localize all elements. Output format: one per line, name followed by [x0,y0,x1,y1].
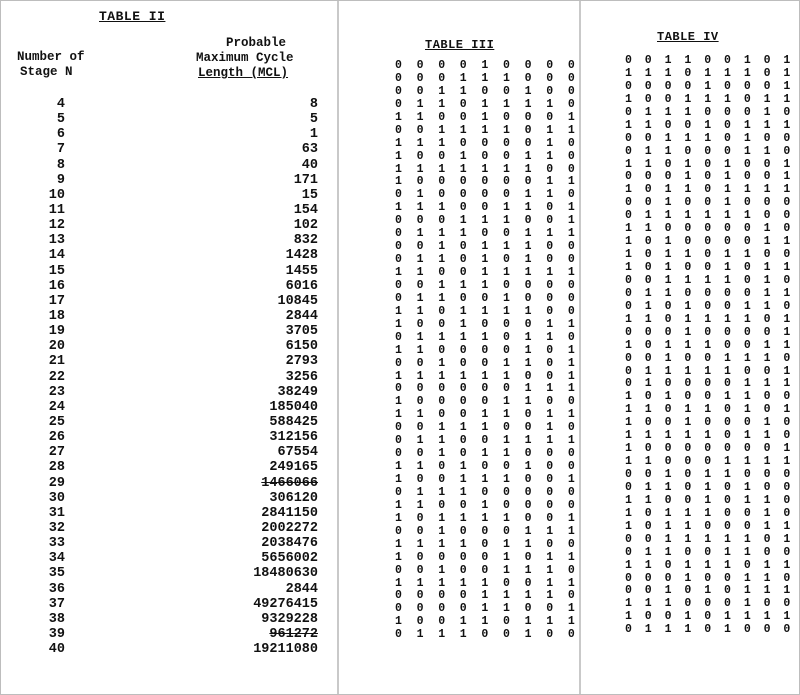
bit-row: 0 1 1 1 1 0 1 1 0 [395,330,579,344]
mcl-value: 40 [301,157,318,173]
table-iv-title: TABLE IV [657,30,719,44]
stage-number: 38 [48,611,65,627]
bit-row: 0 1 1 0 0 1 1 1 1 [395,434,579,448]
mcl-value: 249165 [269,460,318,476]
mcl-value: 1 [309,127,318,143]
table-row [1,309,335,324]
stage-number: 37 [48,596,65,612]
stage-number: 29 [48,475,65,491]
bit-row: 0 1 1 1 0 0 0 1 0 [625,105,794,119]
table-row [1,627,335,642]
table-row [1,218,335,233]
mcl-value: 832 [293,233,318,249]
mcl-value: 2844 [285,581,318,597]
mcl-value: 306120 [269,490,318,506]
column-header-stage-line1: Number of [17,50,85,64]
mcl-value: 15 [301,187,318,203]
bit-row: 0 0 1 0 1 1 0 0 0 [625,468,794,481]
bit-row: 0 0 0 0 1 0 0 0 0 [395,59,579,72]
stage-number: 39 [48,626,65,642]
table-ii-rows [1,97,335,657]
mcl-value: 3705 [285,324,318,340]
stage-number: 10 [48,187,65,203]
bit-row: 1 0 1 1 0 1 1 0 0 [625,248,794,262]
bit-row: 0 0 1 1 0 0 1 0 0 [395,84,579,98]
bit-row: 0 0 0 0 1 1 0 0 1 [395,602,579,616]
bit-row: 1 0 0 0 0 1 0 1 1 [395,550,579,564]
stage-number: 17 [48,293,65,309]
stage-number: 32 [48,520,65,536]
bit-row: 1 1 1 1 1 0 0 1 1 [395,576,579,590]
table-row [1,612,335,627]
table-ii-title: TABLE II [99,9,166,24]
table-row [1,112,335,127]
stage-number: 14 [48,248,65,264]
mcl-value: 2841150 [261,505,318,521]
table-row [1,476,335,491]
stage-number: 8 [56,157,65,173]
mcl-value: 2844 [285,308,318,324]
bit-row: 1 1 0 1 1 1 1 0 0 [395,304,579,318]
bit-row: 1 1 0 1 0 1 0 0 1 [625,157,794,171]
mcl-value: 3256 [285,369,318,385]
bit-row: 0 0 1 0 1 0 1 1 1 [625,584,794,598]
bit-row: 0 1 1 1 1 1 0 0 1 [625,364,794,378]
mcl-value: 2038476 [261,536,318,552]
bit-row: 0 1 1 1 0 0 0 0 0 [395,485,579,499]
mcl-value: 67554 [277,445,318,461]
column-header-mcl-line2: Maximum Cycle [196,51,294,65]
mcl-value: 1428 [285,248,318,264]
mcl-value: 154 [293,202,318,218]
bit-row: 0 0 1 1 1 0 0 1 0 [395,421,579,435]
bit-row: 1 0 0 1 1 1 0 1 1 [625,92,794,106]
mcl-value: 6016 [285,278,318,294]
table-row [1,279,335,294]
stage-number: 31 [48,505,65,521]
bit-row: 1 1 1 0 0 0 0 1 0 [395,136,579,150]
mcl-value: 6150 [285,339,318,355]
bit-row: 0 0 0 1 0 0 1 1 0 [625,571,794,585]
bit-row: 0 1 1 1 0 1 0 0 0 [625,623,794,637]
table-row [1,597,335,612]
stage-number: 21 [48,354,65,370]
bit-row: 0 0 1 0 0 1 0 0 0 [625,196,794,210]
bit-row: 0 1 0 0 0 0 1 1 0 [395,188,579,202]
bit-row: 1 1 1 1 0 1 1 0 0 [395,537,579,551]
table-row [1,536,335,551]
bit-row: 0 1 1 1 1 1 1 0 0 [625,209,794,223]
mcl-value: 10845 [277,293,318,309]
table-row [1,248,335,263]
bit-row: 0 0 0 1 1 1 0 0 1 [395,214,579,228]
bit-row: 0 1 0 1 0 0 1 1 0 [625,299,794,313]
bit-row: 0 1 1 0 1 0 1 0 0 [625,480,794,494]
bit-row: 1 0 1 0 0 0 0 1 1 [625,235,794,249]
table-iii-panel [337,1,579,694]
table-iii-title: TABLE III [425,38,495,52]
bit-row: 1 0 0 0 0 0 0 1 1 [395,175,579,189]
mcl-value: 961272 [269,626,318,642]
mcl-value: 171 [293,172,318,188]
mcl-value: 2793 [285,354,318,370]
table-iii-bit-grid [395,60,579,642]
bit-row: 1 1 1 1 1 1 0 0 1 [395,369,579,383]
mcl-value: 102 [293,218,318,234]
stage-number: 30 [48,490,65,506]
bit-row: 0 0 1 0 0 1 1 0 1 [395,356,579,370]
bit-row: 0 1 1 0 1 0 1 0 0 [395,253,579,267]
bit-row: 1 0 0 1 0 0 0 1 1 [395,317,579,331]
table-row [1,491,335,506]
table-row [1,430,335,445]
bit-row: 1 0 1 0 0 1 0 1 1 [625,261,794,274]
bit-row: 0 0 0 0 1 1 1 1 0 [395,589,579,603]
bit-row: 0 1 0 0 0 0 1 1 1 [625,377,794,391]
bit-row: 0 1 1 0 0 1 1 0 0 [625,545,794,559]
table-row [1,400,335,415]
bit-row: 1 0 1 1 1 0 0 1 0 [625,506,794,520]
bit-row: 0 0 0 0 0 0 1 1 1 [395,382,579,396]
bit-row: 0 0 1 1 0 0 1 0 1 [625,54,794,67]
table-row [1,521,335,536]
table-row [1,127,335,142]
mcl-value: 8 [309,97,318,112]
table-row [1,415,335,430]
stage-number: 13 [48,233,65,249]
mcl-value: 5 [309,112,318,128]
stage-number: 5 [56,112,65,128]
mcl-value: 312156 [269,430,318,446]
table-row [1,445,335,460]
bit-row: 1 0 0 1 0 1 1 1 1 [625,610,794,624]
bit-row: 0 1 1 0 0 1 0 0 0 [395,291,579,305]
bit-row: 0 0 1 0 1 1 0 0 0 [395,447,579,461]
mcl-value: 1455 [285,263,318,279]
bit-row: 1 1 0 1 1 1 1 0 1 [625,312,794,326]
mcl-value: 18480630 [253,566,318,582]
table-row [1,642,335,657]
bit-row: 1 0 0 1 0 0 0 1 0 [625,416,794,430]
stage-number: 28 [48,460,65,476]
stage-number: 27 [48,445,65,461]
table-row [1,233,335,248]
bit-row: 1 1 0 1 1 1 0 1 1 [625,558,794,572]
stage-number: 11 [48,202,65,218]
mcl-value: 588425 [269,414,318,430]
table-row [1,582,335,597]
bit-row: 1 1 0 1 1 0 1 0 1 [625,403,794,417]
bit-row: 1 0 1 0 0 1 1 0 0 [625,390,794,404]
bit-row: 1 1 0 0 1 0 0 0 0 [395,498,579,512]
bit-row: 0 0 1 0 0 1 1 1 0 [625,351,794,365]
table-row [1,324,335,339]
stage-number: 9 [56,172,65,188]
bit-row: 0 0 1 1 1 0 1 0 0 [625,131,794,145]
table-row [1,264,335,279]
bit-row: 1 1 0 0 1 1 0 1 1 [395,408,579,422]
table-row [1,385,335,400]
stage-number: 16 [48,278,65,294]
stage-number: 4 [56,97,65,112]
bit-row: 0 0 1 0 1 1 1 0 0 [395,240,579,254]
stage-number: 23 [48,384,65,400]
stage-number: 35 [48,566,65,582]
bit-row: 1 1 1 0 1 1 1 0 1 [625,66,794,80]
bit-row: 0 0 1 1 1 1 1 0 1 [625,532,794,546]
bit-row: 1 0 1 1 0 1 1 1 1 [625,183,794,197]
table-row [1,97,335,112]
table-row [1,142,335,157]
stage-number: 15 [48,263,65,279]
table-row [1,158,335,173]
bit-row: 0 0 1 1 1 1 0 1 0 [625,273,794,287]
table-row [1,506,335,521]
stage-number: 7 [56,142,65,158]
bit-row: 1 0 1 1 0 0 0 1 1 [625,519,794,533]
bit-row: 1 1 0 0 0 1 1 1 1 [625,455,794,469]
bit-row: 1 1 0 0 1 0 1 1 1 [625,118,794,132]
mcl-value: 2002272 [261,520,318,536]
stage-number: 20 [48,339,65,355]
bit-row: 0 1 1 1 0 0 1 1 1 [395,227,579,241]
stage-number: 40 [48,642,65,658]
stage-number: 34 [48,551,65,567]
bit-row: 1 1 0 1 0 0 1 0 0 [395,460,579,474]
bit-row: 1 1 0 0 1 0 1 1 0 [625,493,794,507]
bit-row: 1 1 1 0 0 0 1 0 0 [625,597,794,611]
bit-row: 1 1 1 1 1 0 1 1 0 [625,429,794,443]
bit-row: 1 0 1 1 1 0 0 1 1 [625,338,794,352]
bit-row: 0 0 1 1 1 1 0 1 1 [395,123,579,137]
table-iv-bit-grid [625,55,793,637]
mcl-value: 9329228 [261,611,318,627]
bit-row: 0 1 1 0 0 0 0 1 1 [625,286,794,300]
bit-row: 1 1 0 0 1 1 1 1 1 [395,266,579,279]
bit-row: 1 1 0 0 0 0 1 0 1 [395,343,579,357]
mcl-value: 185040 [269,399,318,415]
bit-row: 0 0 0 1 0 1 0 0 1 [625,170,794,184]
bit-row: 0 0 1 0 0 1 1 1 0 [395,563,579,577]
mcl-value: 19211080 [253,642,318,658]
table-row [1,370,335,385]
table-ii-panel [1,1,335,694]
column-header-stage-line2: Stage N [20,65,73,79]
stage-number: 12 [48,218,65,234]
bit-row: 0 1 1 0 0 0 1 1 0 [625,144,794,158]
stage-number: 19 [48,324,65,340]
bit-row: 0 0 1 0 0 0 1 1 1 [395,524,579,538]
table-iv-panel [579,1,800,694]
table-row [1,566,335,581]
bit-row: 1 0 0 1 0 0 1 1 0 [395,149,579,163]
table-row [1,339,335,354]
stage-number: 25 [48,414,65,430]
bit-row: 1 0 0 1 1 0 1 1 1 [395,615,579,629]
stage-number: 18 [48,308,65,324]
bit-row: 0 0 1 1 1 0 0 0 0 [395,278,579,292]
column-header-mcl-line1: Probable [226,36,287,50]
stage-number: 22 [48,369,65,385]
table-row [1,294,335,309]
bit-row: 0 1 1 1 0 0 1 0 0 [395,628,579,642]
bit-row: 1 0 0 0 0 1 1 0 0 [395,395,579,409]
mcl-value: 63 [301,142,318,158]
bit-row: 1 1 0 0 1 0 0 0 1 [395,110,579,124]
bit-row: 1 0 0 1 1 1 0 0 1 [395,473,579,486]
mcl-value: 38249 [277,384,318,400]
table-row [1,188,335,203]
mcl-value: 5656002 [261,551,318,567]
mcl-value: 49276415 [253,596,318,612]
mcl-value: 1466066 [261,475,318,491]
stage-number: 26 [48,430,65,446]
bit-row: 1 0 1 1 1 1 0 0 1 [395,511,579,525]
bit-row: 0 0 0 1 0 0 0 0 1 [625,325,794,339]
table-row [1,460,335,475]
bit-row: 0 0 0 0 1 0 0 0 1 [625,79,794,93]
column-header-mcl-line3: Length (MCL) [198,66,289,80]
stage-number: 33 [48,536,65,552]
stage-number: 36 [48,581,65,597]
stage-number: 6 [56,127,65,143]
bit-row: 0 1 1 0 1 1 1 1 0 [395,97,579,111]
table-row [1,173,335,188]
table-row [1,203,335,218]
bit-row: 1 1 1 1 1 1 1 0 0 [395,162,579,176]
stage-number: 24 [48,399,65,415]
bit-row: 1 0 0 0 0 0 0 0 1 [625,442,794,456]
bit-row: 1 1 0 0 0 0 0 1 0 [625,222,794,236]
bit-row: 0 0 0 1 1 1 0 0 0 [395,71,579,85]
table-row [1,354,335,369]
table-row [1,551,335,566]
bit-row: 1 1 1 0 0 1 1 0 1 [395,201,579,215]
